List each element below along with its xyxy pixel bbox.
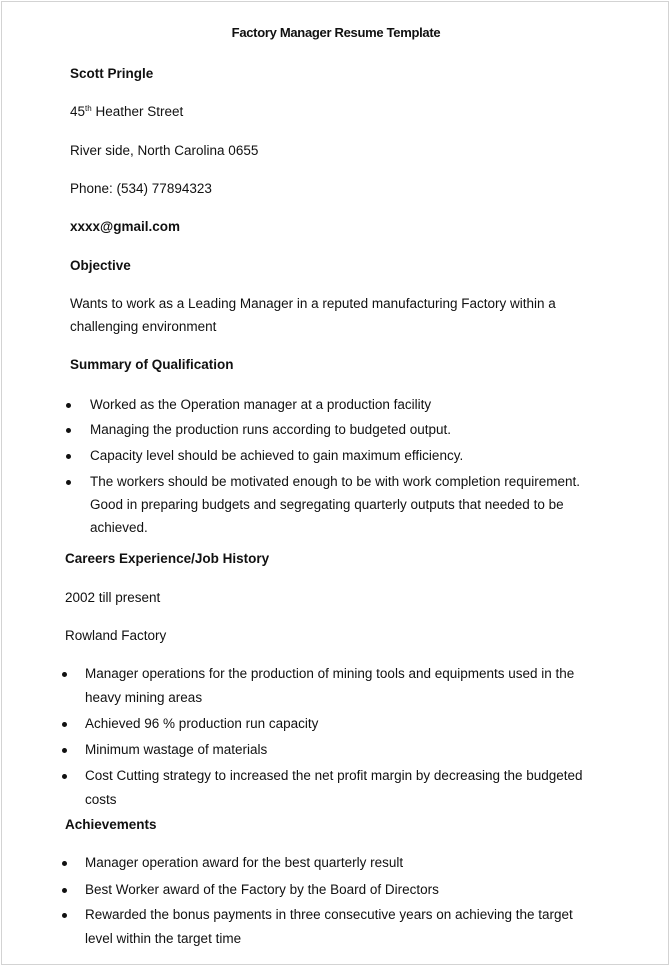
document-title: Factory Manager Resume Template <box>231 25 441 40</box>
street-address <box>70 100 183 124</box>
objective-heading: Objective <box>70 258 131 273</box>
bullet-icon <box>66 428 71 433</box>
bullet-icon <box>62 722 67 727</box>
experience-item-3: Minimum wastage of materials <box>85 742 268 757</box>
bullet-icon <box>66 454 71 459</box>
achievement-item-1: Manager operation award for the best quarterly result <box>85 855 404 870</box>
summary-item-4-line-2: Good in preparing budgets and segregating quarterly outputs that needed to be <box>90 497 564 512</box>
achievement-item-3: Rewarded the bonus payments in three consecutive years on achieving the target <box>85 907 573 922</box>
experience-item-1-line-2: heavy mining areas <box>85 690 203 705</box>
objective-text-line-2: challenging environment <box>70 319 217 334</box>
phone-number: Phone: (534) 77894323 <box>70 181 212 196</box>
achievements-heading: Achievements <box>65 817 157 832</box>
bullet-icon <box>62 888 67 893</box>
bullet-icon <box>62 913 67 918</box>
summary-heading: Summary of Qualification <box>70 357 234 372</box>
email-address: xxxx@gmail.com <box>70 219 180 234</box>
experience-heading: Careers Experience/Job History <box>65 551 270 566</box>
summary-item-3: Capacity level should be achieved to gain maximum efficiency. <box>90 448 464 463</box>
resume-page <box>1 1 669 965</box>
experience-item-4: Cost Cutting strategy to increased the net profit margin by decreasing the budgeted <box>85 768 583 783</box>
bullet-icon <box>66 480 71 485</box>
objective-text-line-1: Wants to work as a Leading Manager in a reputed manufacturing Factory within a <box>70 296 556 311</box>
experience-item-2: Achieved 96 % production run capacity <box>85 716 319 731</box>
summary-item-4-line-3: achieved. <box>90 520 148 535</box>
bullet-icon <box>62 861 67 866</box>
bullet-icon <box>62 748 67 753</box>
experience-period: 2002 till present <box>65 590 161 605</box>
experience-item-4-line-2: costs <box>85 792 117 807</box>
achievement-item-2: Best Worker award of the Factory by the Board of Directors <box>85 882 439 897</box>
summary-item-2: Managing the production runs according to budgeted output. <box>90 422 452 437</box>
bullet-icon <box>66 403 71 408</box>
candidate-name: Scott Pringle <box>70 66 154 81</box>
bullet-icon <box>62 672 67 677</box>
street-name: Heather Street <box>91 104 184 119</box>
summary-item-1: Worked as the Operation manager at a production facility <box>90 397 432 412</box>
experience-item-1: Manager operations for the production of mining tools and equipments used in the <box>85 666 575 681</box>
city-state-zip: River side, North Carolina 0655 <box>70 143 259 158</box>
street-number-suffix: th <box>85 104 92 113</box>
summary-item-4: The workers should be motivated enough to be with work completion requirement. <box>90 474 581 489</box>
achievement-item-3-line-2: level within the target time <box>85 931 242 946</box>
street-number: 45 <box>70 104 86 119</box>
experience-company: Rowland Factory <box>65 628 167 643</box>
bullet-icon <box>62 774 67 779</box>
